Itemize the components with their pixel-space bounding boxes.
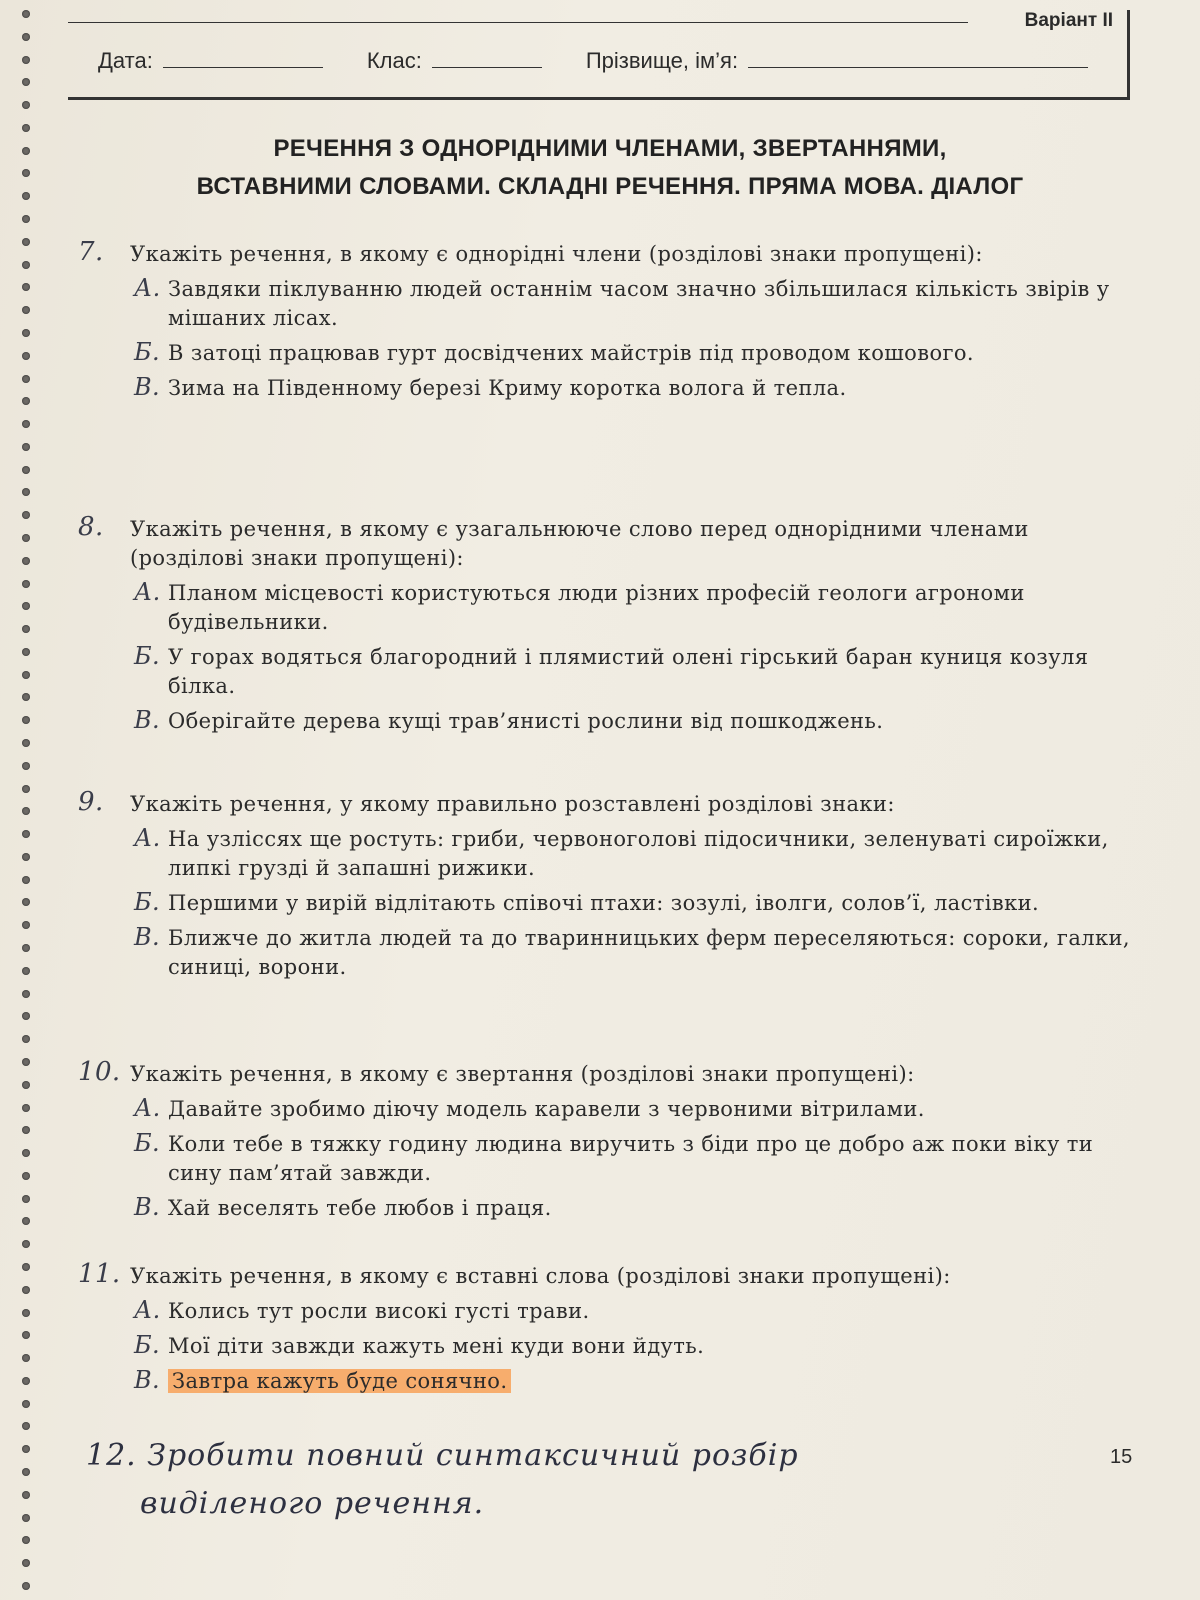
option-mark: В. <box>134 1366 161 1394</box>
binding-hole <box>22 602 30 610</box>
binding-hole <box>22 967 30 975</box>
header-rule <box>68 22 968 23</box>
binding-hole <box>22 1309 30 1317</box>
binding-hole <box>22 466 30 474</box>
option-a[interactable] <box>134 274 1138 333</box>
task-10 <box>78 1057 1138 1223</box>
binding-hole <box>22 420 30 428</box>
task-number: 10. <box>78 1057 121 1087</box>
binding-hole <box>22 898 30 906</box>
option-c[interactable] <box>134 706 1138 736</box>
binding-hole <box>22 648 30 656</box>
page-title <box>120 130 1100 206</box>
binding-hole <box>22 511 30 519</box>
binding-hole <box>22 580 30 588</box>
binding-hole <box>22 1240 30 1248</box>
option-mark: В. <box>134 1193 161 1221</box>
handwritten-task-12-line-2: виділеного речення. <box>140 1486 485 1521</box>
binding-hole <box>22 1217 30 1225</box>
option-mark: А. <box>134 1094 161 1122</box>
option-a[interactable] <box>134 824 1138 883</box>
option-mark: В. <box>134 373 161 401</box>
option-text: Завдяки піклуванню людей останнім часом значно збільшилася кількість звірів у мішаних лісах. <box>168 277 1110 330</box>
binding-hole <box>22 238 30 246</box>
class-label: Клас: <box>366 48 422 73</box>
option-text: Зима на Південному березі Криму коротка волога й тепла. <box>168 376 847 400</box>
binding-hole <box>22 56 30 64</box>
binding-hole <box>22 147 30 155</box>
binding-hole <box>22 1468 30 1476</box>
option-mark: А. <box>134 1296 161 1324</box>
option-mark: Б. <box>134 1331 161 1359</box>
task-number: 9. <box>78 787 104 817</box>
spiral-binding <box>22 10 38 1590</box>
task-8 <box>78 512 1138 736</box>
binding-hole <box>22 397 30 405</box>
option-text: У горах водяться благородний і плямистий олені гірський баран куниця козуля білка. <box>168 645 1089 698</box>
binding-hole <box>22 306 30 314</box>
binding-hole <box>22 1354 30 1362</box>
option-mark: А. <box>134 274 161 302</box>
option-text: Ближче до житла людей та до тваринницьких ферм переселяються: сороки, галки, синиці, ворони. <box>168 926 1130 979</box>
option-b[interactable] <box>134 338 1138 368</box>
task-question: Укажіть речення, в якому є узагальнююче слово перед однорідними членами (розділові знаки пропущені): <box>130 517 1029 570</box>
task-number: 8. <box>78 512 104 542</box>
option-mark: А. <box>134 824 161 852</box>
option-b[interactable] <box>134 888 1138 918</box>
binding-hole <box>22 215 30 223</box>
binding-hole <box>22 557 30 565</box>
binding-hole <box>22 1126 30 1134</box>
header-box <box>68 10 1130 100</box>
option-c[interactable] <box>134 923 1138 982</box>
binding-hole <box>22 124 30 132</box>
task-question: Укажіть речення, в якому є однорідні члени (розділові знаки пропущені): <box>130 242 983 266</box>
binding-hole <box>22 283 30 291</box>
binding-hole <box>22 1582 30 1590</box>
option-text: Мої діти завжди кажуть мені куди вони йдуть. <box>168 1334 705 1358</box>
name-label: Прізвище, ім’я: <box>585 48 739 73</box>
student-info-line <box>98 48 1088 74</box>
task-question: Укажіть речення, в якому є вставні слова (розділові знаки пропущені): <box>130 1264 951 1288</box>
binding-hole <box>22 1445 30 1453</box>
task-number: 7. <box>78 237 104 267</box>
task-9 <box>78 787 1138 982</box>
binding-hole <box>22 1491 30 1499</box>
binding-hole <box>22 807 30 815</box>
option-b[interactable] <box>134 1331 1138 1361</box>
binding-hole <box>22 78 30 86</box>
binding-hole <box>22 830 30 838</box>
date-field[interactable] <box>163 49 323 68</box>
binding-hole <box>22 944 30 952</box>
option-text: Хай веселять тебе любов і праця. <box>168 1196 552 1220</box>
binding-hole <box>22 1035 30 1043</box>
binding-hole <box>22 329 30 337</box>
binding-hole <box>22 1536 30 1544</box>
class-field[interactable] <box>432 49 542 68</box>
option-mark: Б. <box>134 338 161 366</box>
option-mark: Б. <box>134 1129 161 1157</box>
binding-hole <box>22 990 30 998</box>
binding-hole <box>22 1400 30 1408</box>
binding-hole <box>22 1058 30 1066</box>
task-11 <box>78 1259 1138 1396</box>
highlighted-sentence: Завтра кажуть буде сонячно. <box>168 1369 511 1393</box>
option-b[interactable] <box>134 642 1138 701</box>
binding-hole <box>22 1012 30 1020</box>
binding-hole <box>22 1559 30 1567</box>
binding-hole <box>22 1331 30 1339</box>
binding-hole <box>22 1377 30 1385</box>
binding-hole <box>22 693 30 701</box>
binding-hole <box>22 375 30 383</box>
binding-hole <box>22 534 30 542</box>
binding-hole <box>22 1104 30 1112</box>
binding-hole <box>22 33 30 41</box>
binding-hole <box>22 1263 30 1271</box>
binding-hole <box>22 1195 30 1203</box>
binding-hole <box>22 169 30 177</box>
binding-hole <box>22 785 30 793</box>
option-a[interactable] <box>134 1296 1138 1326</box>
binding-hole <box>22 261 30 269</box>
binding-hole <box>22 488 30 496</box>
option-text: Першими у вирій відлітають співочі птахи: зозулі, іволги, солов’ї, ластівки. <box>168 891 1040 915</box>
option-text: На узліссях ще ростуть: гриби, червоноголові підосичники, зеленуваті сироїжки, липкі грузді й запашні рижики. <box>168 827 1109 880</box>
option-text: В затоці працював гурт досвідчених майстрів під проводом кошового. <box>168 341 975 365</box>
binding-hole <box>22 625 30 633</box>
option-text: Колись тут росли високі густі трави. <box>168 1299 590 1323</box>
task-question: Укажіть речення, в якому є звертання (розділові знаки пропущені): <box>130 1062 915 1086</box>
title-line-2: ВСТАВНИМИ СЛОВАМИ. СКЛАДНІ РЕЧЕННЯ. ПРЯМА МОВА. ДІАЛОГ <box>196 173 1024 200</box>
option-mark: Б. <box>134 888 161 916</box>
option-text: Коли тебе в тяжку годину людина виручить з біди про це добро аж поки віку ти сину пам’ятай завжди. <box>168 1132 1094 1185</box>
option-b[interactable] <box>134 1129 1138 1188</box>
binding-hole <box>22 1081 30 1089</box>
option-c[interactable] <box>134 373 1138 403</box>
binding-hole <box>22 762 30 770</box>
binding-hole <box>22 1172 30 1180</box>
task-question: Укажіть речення, у якому правильно розставлені розділові знаки: <box>130 792 895 816</box>
binding-hole <box>22 921 30 929</box>
name-field[interactable] <box>748 49 1088 68</box>
variant-label: Варіант II <box>1024 10 1113 31</box>
binding-hole <box>22 671 30 679</box>
binding-hole <box>22 716 30 724</box>
option-a[interactable] <box>134 1094 1138 1124</box>
option-mark: Б. <box>134 642 161 670</box>
option-a[interactable] <box>134 578 1138 637</box>
binding-hole <box>22 853 30 861</box>
option-c[interactable] <box>134 1366 1138 1396</box>
handwritten-task-12-line-1: 12. Зробити повний синтаксичний розбір <box>86 1438 799 1473</box>
option-mark: В. <box>134 923 161 951</box>
date-label: Дата: <box>98 48 153 73</box>
binding-hole <box>22 739 30 747</box>
binding-hole <box>22 443 30 451</box>
title-line-1: РЕЧЕННЯ З ОДНОРІДНИМИ ЧЛЕНАМИ, ЗВЕРТАННЯМИ, <box>273 135 947 162</box>
binding-hole <box>22 10 30 18</box>
option-mark: В. <box>134 706 161 734</box>
binding-hole <box>22 1286 30 1294</box>
binding-hole <box>22 101 30 109</box>
binding-hole <box>22 1149 30 1157</box>
page-number: 15 <box>1110 1446 1133 1468</box>
task-7 <box>78 237 1138 403</box>
task-number: 11. <box>78 1259 121 1289</box>
binding-hole <box>22 1422 30 1430</box>
binding-hole <box>22 876 30 884</box>
binding-hole <box>22 1514 30 1522</box>
option-text: Оберігайте дерева кущі трав’янисті рослини від пошкоджень. <box>168 709 884 733</box>
option-mark: А. <box>134 578 161 606</box>
option-text: Давайте зробимо діючу модель каравели з червоними вітрилами. <box>168 1097 925 1121</box>
binding-hole <box>22 352 30 360</box>
binding-hole <box>22 192 30 200</box>
option-c[interactable] <box>134 1193 1138 1223</box>
option-text: Планом місцевості користуються люди різних професій геологи агрономи будівельники. <box>168 581 1025 634</box>
